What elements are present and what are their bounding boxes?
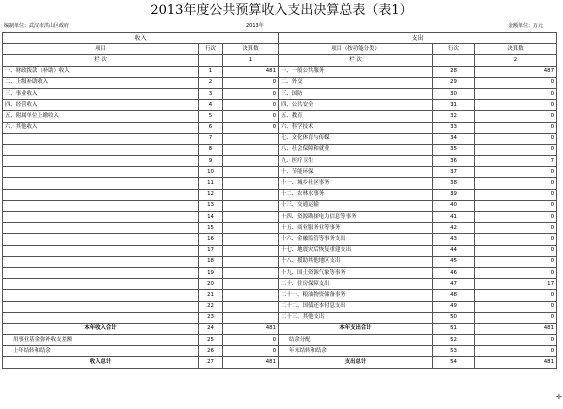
expense-value: 487: [475, 66, 557, 77]
income-item-label: 四、经营收入: [3, 100, 199, 111]
income-row-no: 11: [199, 178, 223, 189]
expense-row-no: 49: [433, 301, 475, 312]
expense-item-label: 二、外交: [279, 77, 433, 88]
expense-row-no: 28: [433, 66, 475, 77]
income-total-value: 481: [223, 323, 279, 334]
expense-value: 0: [475, 212, 557, 223]
expense-item-label: 十六、金融监管等事务支出: [279, 234, 433, 245]
income-row-no: 1: [199, 66, 223, 77]
income-fund-value: 0: [223, 335, 279, 346]
income-item-label: [3, 234, 199, 245]
expense-grand-total-no: 54: [433, 357, 475, 368]
table-row: [3, 156, 557, 167]
expense-total-value: 481: [475, 323, 557, 334]
income-total-label: 本年收入合计: [3, 323, 199, 334]
income-value: 0: [223, 122, 279, 133]
income-value: 481: [223, 66, 279, 77]
income-item-label: 一、财政拨款（补助）收入: [3, 66, 199, 77]
income-carry-label: 上年结转和结余: [3, 346, 199, 357]
expense-item-label: 十八、援助其他地区支出: [279, 256, 433, 267]
expense-value: 0: [475, 223, 557, 234]
income-amount-header: 决算数: [223, 44, 279, 55]
income-value: [223, 133, 279, 144]
expense-total-no: 51: [433, 323, 475, 334]
expense-row-no: 36: [433, 156, 475, 167]
table-row: [3, 312, 557, 323]
income-value: 0: [223, 111, 279, 122]
expense-value: 0: [475, 144, 557, 155]
income-item-label: [3, 279, 199, 290]
income-grand-total-value: 481: [223, 357, 279, 368]
expense-row-no: 30: [433, 88, 475, 99]
header-row-sections: [3, 33, 557, 44]
expense-value: 0: [475, 133, 557, 144]
expense-item-label: 九、医疗卫生: [279, 156, 433, 167]
header-row-lanci: [3, 55, 557, 66]
expense-amount-header: 决算数: [475, 44, 557, 55]
income-lanci-empty: [199, 55, 223, 66]
expense-value: 0: [475, 189, 557, 200]
expense-row-no: 32: [433, 111, 475, 122]
table-row: [3, 144, 557, 155]
expense-row-no: 31: [433, 100, 475, 111]
income-value: [223, 167, 279, 178]
income-item-label: [3, 133, 199, 144]
expense-value: 0: [475, 167, 557, 178]
expense-row-no: 50: [433, 312, 475, 323]
expense-value: 0: [475, 111, 557, 122]
table-row: [3, 66, 557, 77]
expense-row-no: 38: [433, 178, 475, 189]
income-value: [223, 267, 279, 278]
table-row: [3, 335, 557, 346]
table-row: [3, 346, 557, 357]
expense-row-no: 35: [433, 144, 475, 155]
income-row-no: 7: [199, 133, 223, 144]
income-item-label: [3, 245, 199, 256]
expense-item-label: 七、文化体育与传媒: [279, 133, 433, 144]
income-item-label: [3, 223, 199, 234]
expense-row-no: 44: [433, 245, 475, 256]
expense-item-label: 十九、国土资源气象等事务: [279, 267, 433, 278]
income-value: [223, 312, 279, 323]
income-value: [223, 245, 279, 256]
income-item-label: 六、其他收入: [3, 122, 199, 133]
total-row: [3, 323, 557, 334]
grand-total-row: [3, 357, 557, 368]
expense-value: 0: [475, 88, 557, 99]
expense-alloc-value: 0: [475, 335, 557, 346]
expense-value: 0: [475, 77, 557, 88]
income-grand-total-no: 27: [199, 357, 223, 368]
income-row-no: 9: [199, 156, 223, 167]
expense-grand-total-label: 支出总计: [279, 357, 433, 368]
expense-item-label: 一、一般公共服务: [279, 66, 433, 77]
expense-value: 0: [475, 122, 557, 133]
expense-value: 0: [475, 200, 557, 211]
income-row-no: 12: [199, 189, 223, 200]
header-row-columns: [3, 44, 557, 55]
expense-value: 0: [475, 290, 557, 301]
table-row: [3, 189, 557, 200]
income-grand-total-label: 收入总计: [3, 357, 199, 368]
income-item-label: [3, 178, 199, 189]
income-row-no: 10: [199, 167, 223, 178]
expense-alloc-no: 52: [433, 335, 475, 346]
income-value: [223, 279, 279, 290]
income-value: [223, 301, 279, 312]
income-item-label: [3, 156, 199, 167]
expense-value: 0: [475, 301, 557, 312]
income-item-label: [3, 301, 199, 312]
expense-row-no: 39: [433, 189, 475, 200]
income-item-label: [3, 200, 199, 211]
expense-value: 17: [475, 279, 557, 290]
expense-row-no: 45: [433, 256, 475, 267]
cursor-icon: ✛: [556, 393, 562, 401]
table-row: [3, 245, 557, 256]
expense-item-label: 十四、资源勘探电力信息等事务: [279, 212, 433, 223]
income-row-no: 16: [199, 234, 223, 245]
expense-row-no: 34: [433, 133, 475, 144]
income-section-header: 收入: [3, 33, 279, 44]
income-item-label: [3, 312, 199, 323]
income-item-label: 二、上级补助收入: [3, 77, 199, 88]
income-row-no: 8: [199, 144, 223, 155]
expense-item-label: 二十三、其他支出: [279, 312, 433, 323]
income-value: [223, 178, 279, 189]
table-row: [3, 234, 557, 245]
income-row-no: 19: [199, 267, 223, 278]
expense-lanci-empty: [433, 55, 475, 66]
income-item-label: 五、附属单位上缴收入: [3, 111, 199, 122]
expense-value: 0: [475, 234, 557, 245]
expense-item-label: 二十、住房保障支出: [279, 279, 433, 290]
expense-carry-value: 0: [475, 346, 557, 357]
expense-total-label: 本年支出合计: [279, 323, 433, 334]
expense-item-label: 三、国防: [279, 88, 433, 99]
expense-item-label: 五、教育: [279, 111, 433, 122]
expense-value: 7: [475, 156, 557, 167]
table-row: [3, 77, 557, 88]
income-value: [223, 212, 279, 223]
income-carry-no: 26: [199, 346, 223, 357]
table-row: [3, 301, 557, 312]
report-title: 2013年度公共预算收入支出决算总表（表1）: [150, 3, 413, 18]
expense-item-label: 六、科学技术: [279, 122, 433, 133]
income-fund-no: 25: [199, 335, 223, 346]
income-row-no: 21: [199, 290, 223, 301]
income-value: [223, 189, 279, 200]
income-item-label: [3, 144, 199, 155]
income-row-no: 18: [199, 256, 223, 267]
table-row: [3, 212, 557, 223]
income-value: [223, 256, 279, 267]
budget-table: [2, 32, 557, 369]
expense-row-no: 37: [433, 167, 475, 178]
table-row: [3, 290, 557, 301]
expense-item-label: 二十二、国债还本付息支出: [279, 301, 433, 312]
expense-lanci: 栏 次: [279, 55, 433, 66]
income-value: [223, 223, 279, 234]
expense-carry-label: 年末结转和结余: [279, 346, 433, 357]
table-row: [3, 256, 557, 267]
expense-item-label: 四、公共安全: [279, 100, 433, 111]
expense-row-no: 47: [433, 279, 475, 290]
table-row: [3, 167, 557, 178]
income-item-label: [3, 290, 199, 301]
income-value: 0: [223, 88, 279, 99]
expense-item-label: 十三、交通运输: [279, 200, 433, 211]
expense-rowno-header: 行次: [433, 44, 475, 55]
income-value: [223, 144, 279, 155]
income-row-no: 6: [199, 122, 223, 133]
income-row-no: 5: [199, 111, 223, 122]
income-total-no: 24: [199, 323, 223, 334]
income-row-no: 13: [199, 200, 223, 211]
table-row: [3, 111, 557, 122]
income-item-label: [3, 267, 199, 278]
expense-item-label: 八、社会保障和就业: [279, 144, 433, 155]
income-row-no: 22: [199, 301, 223, 312]
income-carry-value: 0: [223, 346, 279, 357]
expense-value: 0: [475, 178, 557, 189]
year-label: 2013年: [246, 23, 264, 29]
expense-item-label: 二十一、粮油物资储备事务: [279, 290, 433, 301]
income-item-label: 三、事业收入: [3, 88, 199, 99]
income-row-no: 3: [199, 88, 223, 99]
expense-row-no: 33: [433, 122, 475, 133]
table-row: [3, 279, 557, 290]
income-row-no: 14: [199, 212, 223, 223]
table-row: [3, 122, 557, 133]
table-row: [3, 88, 557, 99]
unit-label: 金额单位：万元: [508, 23, 544, 29]
expense-row-no: 43: [433, 234, 475, 245]
income-value: [223, 156, 279, 167]
expense-item-label: 十五、商业服务业等事务: [279, 223, 433, 234]
table-row: [3, 133, 557, 144]
income-value: 0: [223, 77, 279, 88]
income-row-no: 4: [199, 100, 223, 111]
income-value: [223, 290, 279, 301]
income-col-number: 1: [223, 55, 279, 66]
expense-section-header: 支出: [279, 33, 557, 44]
income-rowno-header: 行次: [199, 44, 223, 55]
income-value: [223, 234, 279, 245]
income-item-label: [3, 256, 199, 267]
income-item-header: 项目: [3, 44, 199, 55]
table-row: [3, 267, 557, 278]
income-row-no: 23: [199, 312, 223, 323]
org-label: 编制单位：武汉市洪山区政府: [4, 23, 70, 29]
expense-row-no: 40: [433, 200, 475, 211]
expense-grand-total-value: 481: [475, 357, 557, 368]
expense-value: 0: [475, 256, 557, 267]
expense-alloc-label: 结余分配: [279, 335, 433, 346]
table-row: [3, 178, 557, 189]
expense-item-label: 十、节能环保: [279, 167, 433, 178]
income-fund-label: 用事业基金弥补收支差额: [3, 335, 199, 346]
income-row-no: 2: [199, 77, 223, 88]
income-row-no: 17: [199, 245, 223, 256]
expense-item-label: 十一、城乡社区事务: [279, 178, 433, 189]
expense-item-header: 项目（按功能分类）: [279, 44, 433, 55]
income-item-label: [3, 189, 199, 200]
expense-col-number: 2: [475, 55, 557, 66]
income-row-no: 15: [199, 223, 223, 234]
income-value: 0: [223, 100, 279, 111]
expense-row-no: 41: [433, 212, 475, 223]
income-item-label: [3, 212, 199, 223]
income-item-label: [3, 167, 199, 178]
income-value: [223, 200, 279, 211]
expense-value: 0: [475, 100, 557, 111]
table-row: [3, 223, 557, 234]
expense-value: 0: [475, 267, 557, 278]
expense-value: 0: [475, 245, 557, 256]
expense-row-no: 46: [433, 267, 475, 278]
expense-carry-no: 53: [433, 346, 475, 357]
table-row: [3, 100, 557, 111]
income-row-no: 20: [199, 279, 223, 290]
expense-row-no: 42: [433, 223, 475, 234]
expense-row-no: 48: [433, 290, 475, 301]
expense-item-label: 十七、地震灾后恢复重建支出: [279, 245, 433, 256]
table-row: [3, 200, 557, 211]
expense-item-label: 十二、农林水事务: [279, 189, 433, 200]
income-lanci: 栏 次: [3, 55, 199, 66]
expense-row-no: 29: [433, 77, 475, 88]
expense-value: 0: [475, 312, 557, 323]
